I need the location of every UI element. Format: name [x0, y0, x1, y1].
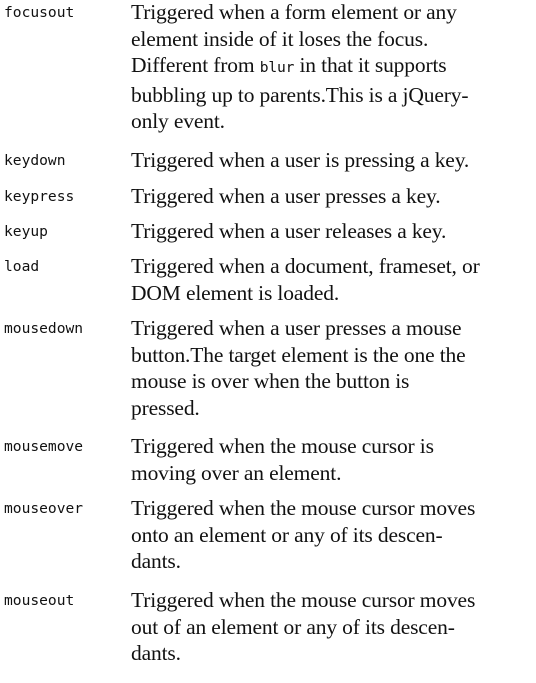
description-line: moving over an element. — [131, 460, 342, 485]
event-description — [131, 218, 535, 245]
event-term: mouseout — [4, 592, 75, 609]
description-line: button.The target element is the one the — [131, 342, 466, 367]
event-description — [131, 587, 535, 667]
event-description — [131, 147, 535, 174]
description-line: Triggered when a user is pressing a key. — [131, 148, 470, 172]
description-line: Triggered when a user presses a mouse — [131, 316, 462, 340]
description-line: onto an element or any of its descen- — [131, 522, 443, 547]
description-line: out of an element or any of its descen- — [131, 614, 455, 639]
event-term: mousemove — [4, 438, 84, 455]
description-text: Different from — [131, 53, 260, 78]
event-term: load — [4, 258, 40, 275]
event-description — [131, 253, 535, 306]
description-line: mouse is over when the button is — [131, 369, 410, 394]
event-term: keyup — [4, 223, 48, 240]
event-description — [131, 495, 535, 575]
description-line — [131, 52, 535, 82]
description-line: Triggered when the mouse cursor moves — [131, 496, 476, 520]
description-line: Triggered when the mouse cursor moves — [131, 588, 476, 612]
description-line: Triggered when a document, frameset, or — [131, 254, 480, 278]
description-line: bubbling up to parents.This is a jQuery- — [131, 82, 469, 107]
event-term: focusout — [4, 4, 75, 21]
event-description — [131, 183, 535, 210]
description-line: Triggered when a form element or any — [131, 0, 457, 24]
event-term: mouseover — [4, 500, 84, 517]
event-term: keydown — [4, 152, 66, 169]
description-line: dants. — [131, 549, 181, 574]
description-line: Triggered when a user releases a key. — [131, 219, 447, 243]
description-line: pressed. — [131, 395, 200, 420]
event-description — [131, 315, 535, 421]
description-line: dants. — [131, 641, 181, 666]
description-line: element inside of it loses the focus. — [131, 26, 429, 51]
event-description — [131, 433, 535, 486]
description-line: Triggered when the mouse cursor is — [131, 434, 434, 458]
event-term: keypress — [4, 188, 75, 205]
code-blur: blur — [259, 59, 295, 77]
description-line: Triggered when a user presses a key. — [131, 184, 441, 208]
event-description — [131, 0, 535, 135]
description-line: only event. — [131, 109, 225, 134]
description-text: in that it supports — [294, 53, 447, 78]
event-term: mousedown — [4, 320, 84, 337]
description-line: DOM element is loaded. — [131, 280, 340, 305]
